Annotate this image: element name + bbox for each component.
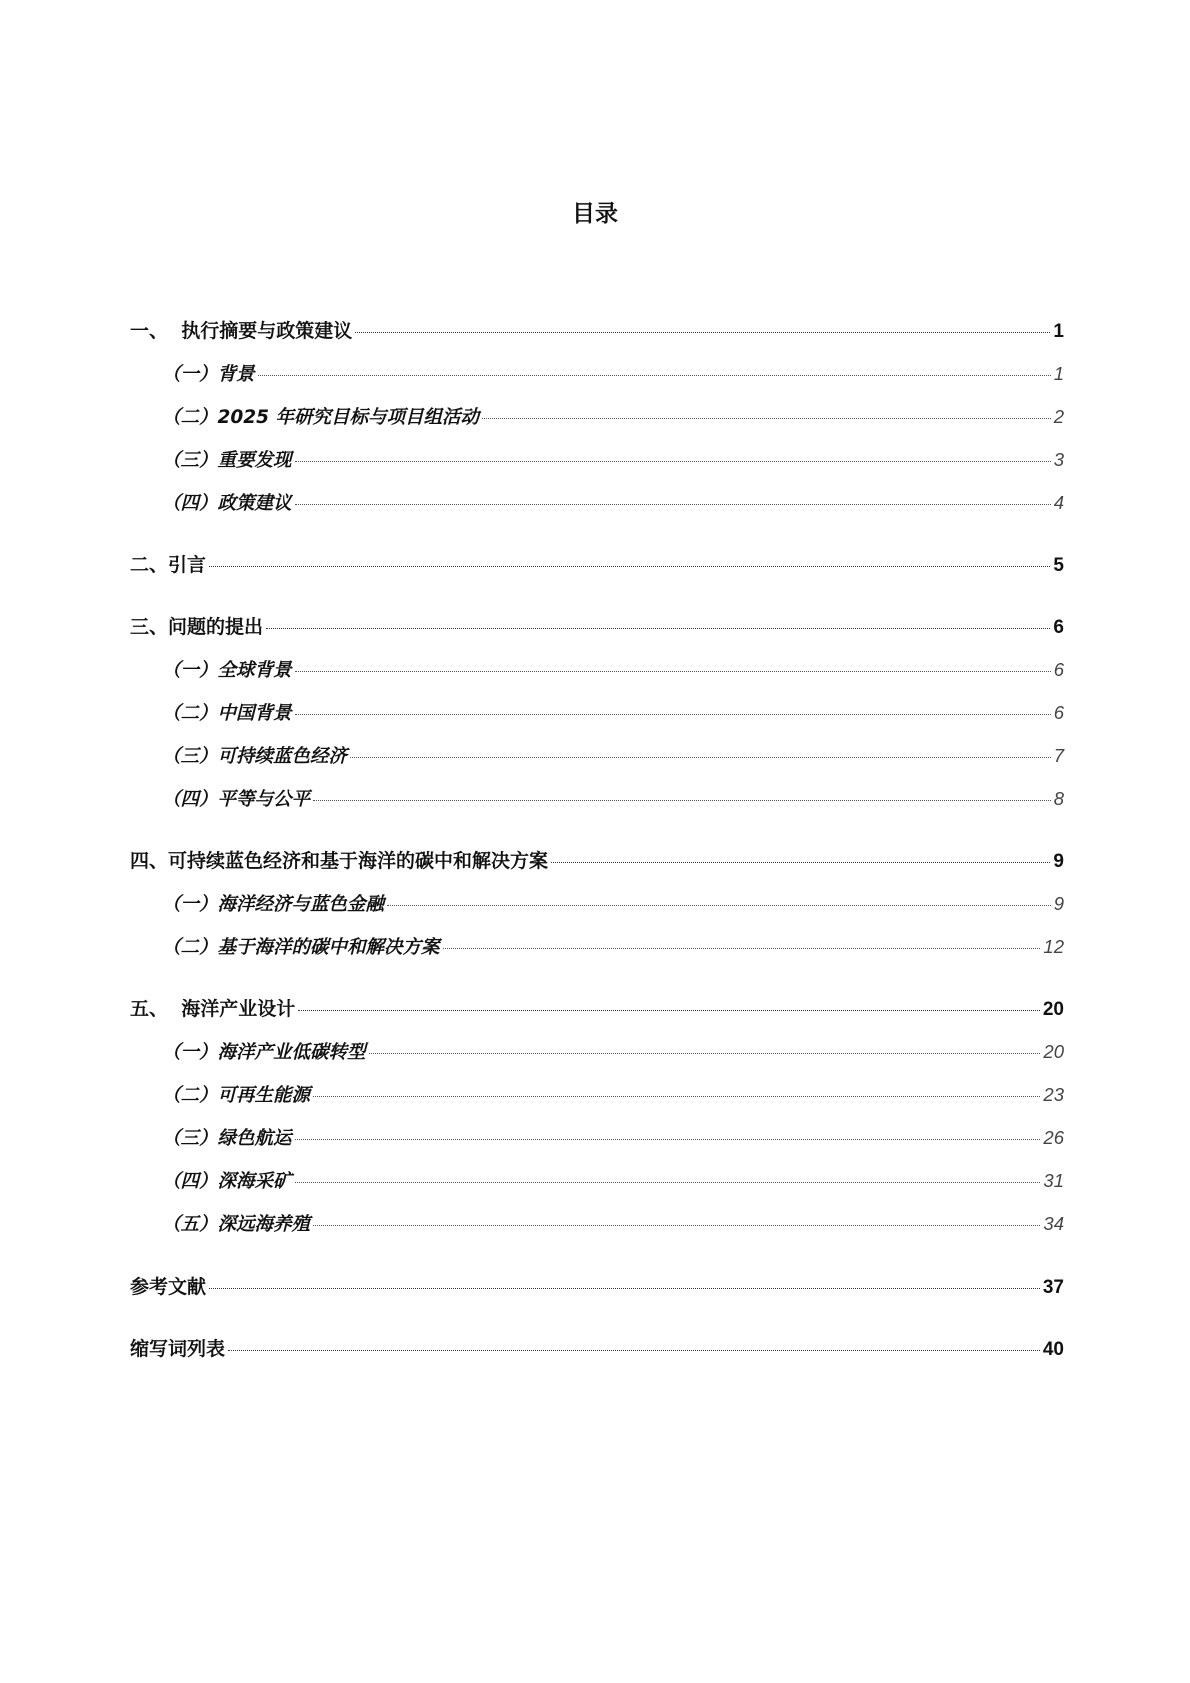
- toc-entry-number: （四）: [162, 1171, 218, 1192]
- toc-dot-leader: [209, 566, 1050, 567]
- toc-entry-number: （一）: [162, 894, 218, 915]
- toc-page-number: 5: [1053, 555, 1064, 576]
- toc-entry-number: 二、: [130, 554, 169, 576]
- toc-subentry-ocean-carbon-neutral[interactable]: [162, 934, 1064, 961]
- toc-dot-leader: [209, 1288, 1040, 1289]
- toc-entry-label: 问题的提出: [168, 616, 264, 638]
- toc-dot-leader: [295, 1139, 1041, 1140]
- toc-page-number: 23: [1043, 1084, 1064, 1105]
- toc-entry-references[interactable]: [130, 1274, 1064, 1301]
- toc-entry-label: 参考文献: [130, 1276, 207, 1298]
- toc-subentry-key-findings[interactable]: [162, 447, 1064, 474]
- toc-entry-label: 海洋产业低碳转型: [217, 1042, 366, 1063]
- toc-entry-executive-summary[interactable]: [130, 318, 1064, 345]
- toc-entry-label: 可持续蓝色经济和基于海洋的碳中和解决方案: [168, 850, 549, 872]
- toc-dot-leader: [295, 671, 1051, 672]
- toc-entry-introduction[interactable]: [130, 552, 1064, 579]
- toc-entry-label: 深远海养殖: [217, 1214, 311, 1235]
- toc-entry-number: （五）: [162, 1214, 218, 1235]
- toc-page-number: 26: [1043, 1127, 1064, 1148]
- toc-entry-label: 执行摘要与政策建议: [181, 320, 353, 342]
- toc-page-number: 6: [1053, 659, 1064, 680]
- toc-entry-label: 政策建议: [217, 493, 292, 514]
- toc-entry-number: （三）: [162, 1128, 218, 1149]
- toc-entry-number: （二）: [162, 1085, 218, 1106]
- toc-dot-leader: [295, 1182, 1041, 1183]
- toc-entry-label: 重要发现: [217, 450, 292, 471]
- toc-entry-label: 可再生能源: [217, 1085, 311, 1106]
- toc-subentry-sustainable-blue-economy[interactable]: [162, 743, 1064, 770]
- toc-entry-label: 背景: [217, 364, 255, 385]
- toc-dot-leader: [228, 1350, 1040, 1351]
- toc-page-number: 20: [1042, 999, 1064, 1020]
- toc-dot-leader: [266, 628, 1050, 629]
- toc-page-number: 40: [1042, 1339, 1064, 1360]
- toc-page-number: 1: [1053, 321, 1064, 342]
- toc-subentry-renewable-energy[interactable]: [162, 1082, 1064, 1109]
- toc-dot-leader: [443, 948, 1041, 949]
- toc-entry-number: （四）: [162, 789, 218, 810]
- toc-page-number: 12: [1043, 936, 1064, 957]
- toc-entry-number: （二）: [162, 407, 218, 428]
- toc-page-number: 4: [1053, 492, 1064, 513]
- toc-entry-label: 2025 年研究目标与项目组活动: [217, 407, 479, 428]
- toc-subentry-china-background[interactable]: [162, 700, 1064, 727]
- toc-subentry-2025-goals[interactable]: [162, 404, 1064, 431]
- toc-subentry-low-carbon-transition[interactable]: [162, 1039, 1064, 1066]
- toc-dot-leader: [482, 418, 1051, 419]
- toc-entry-number: （二）: [162, 703, 218, 724]
- toc-page-number: 3: [1053, 449, 1064, 470]
- toc-dot-leader: [350, 757, 1051, 758]
- toc-dot-leader: [258, 375, 1051, 376]
- page-title: 目录: [572, 201, 618, 227]
- toc-dot-leader: [551, 862, 1050, 863]
- toc-entry-number: （一）: [162, 1042, 218, 1063]
- toc-entry-abbreviations[interactable]: [130, 1336, 1064, 1363]
- toc-entry-label: 可持续蓝色经济: [217, 746, 348, 767]
- toc-entry-label: 引言: [168, 554, 207, 576]
- toc-page-number: 37: [1042, 1277, 1064, 1298]
- toc-entry-number: （二）: [162, 937, 218, 958]
- toc-dot-leader: [313, 1225, 1040, 1226]
- toc-entry-number: （三）: [162, 746, 218, 767]
- toc-page-number: 8: [1053, 788, 1064, 809]
- toc-subentry-background[interactable]: [162, 361, 1064, 388]
- toc-subentry-deep-sea-mining[interactable]: [162, 1168, 1064, 1195]
- toc-page-number: 9: [1053, 851, 1064, 872]
- toc-subentry-global-background[interactable]: [162, 657, 1064, 684]
- toc-entry-number: （四）: [162, 493, 218, 514]
- toc-entry-label: 绿色航运: [217, 1128, 292, 1149]
- toc-entry-number: （三）: [162, 450, 218, 471]
- toc-subentry-ocean-economy-blue-finance[interactable]: [162, 891, 1064, 918]
- toc-subentry-policy-recommendations[interactable]: [162, 490, 1064, 517]
- toc-dot-leader: [313, 800, 1051, 801]
- toc-page-number: 2: [1053, 406, 1064, 427]
- toc-subentry-equality-equity[interactable]: [162, 786, 1064, 813]
- toc-dot-leader: [369, 1053, 1041, 1054]
- toc-page-number: 31: [1043, 1170, 1064, 1191]
- toc-entry-label: 基于海洋的碳中和解决方案: [217, 937, 440, 958]
- toc-entry-number: 三、: [130, 616, 169, 638]
- toc-entry-number: （一）: [162, 660, 218, 681]
- toc-entry-number: 四、: [130, 850, 169, 872]
- toc-entry-label: 海洋产业设计: [181, 998, 296, 1020]
- toc-dot-leader: [298, 1010, 1040, 1011]
- toc-page-number: 34: [1043, 1213, 1064, 1234]
- toc-entry-number: 一、: [130, 320, 182, 342]
- toc-dot-leader: [387, 905, 1051, 906]
- toc-dot-leader: [295, 461, 1051, 462]
- toc-entry-problem-statement[interactable]: [130, 614, 1064, 641]
- toc-page-number: 6: [1053, 702, 1064, 723]
- toc-subentry-green-shipping[interactable]: [162, 1125, 1064, 1152]
- toc-entry-label: 平等与公平: [217, 789, 311, 810]
- toc-page-number: 7: [1053, 745, 1064, 766]
- toc-dot-leader: [295, 714, 1051, 715]
- toc-entry-label: 中国背景: [217, 703, 292, 724]
- toc-page-number: 20: [1043, 1041, 1064, 1062]
- toc-entry-label: 全球背景: [217, 660, 292, 681]
- toc-entry-label: 海洋经济与蓝色金融: [217, 894, 385, 915]
- toc-entry-ocean-industry-design[interactable]: [130, 996, 1064, 1023]
- toc-entry-number: （一）: [162, 364, 218, 385]
- toc-page-number: 6: [1053, 617, 1064, 638]
- toc-page-number: 9: [1053, 893, 1064, 914]
- toc-page-number: 1: [1053, 363, 1064, 384]
- toc-entry-label: 缩写词列表: [130, 1338, 226, 1360]
- toc-entry-number: 五、: [130, 998, 182, 1020]
- toc-subentry-deep-sea-aquaculture[interactable]: [162, 1211, 1064, 1238]
- toc-entry-label: 深海采矿: [217, 1171, 292, 1192]
- toc-dot-leader: [313, 1096, 1040, 1097]
- toc-dot-leader: [355, 332, 1050, 333]
- toc-entry-blue-economy-solutions[interactable]: [130, 848, 1064, 875]
- toc-dot-leader: [295, 504, 1051, 505]
